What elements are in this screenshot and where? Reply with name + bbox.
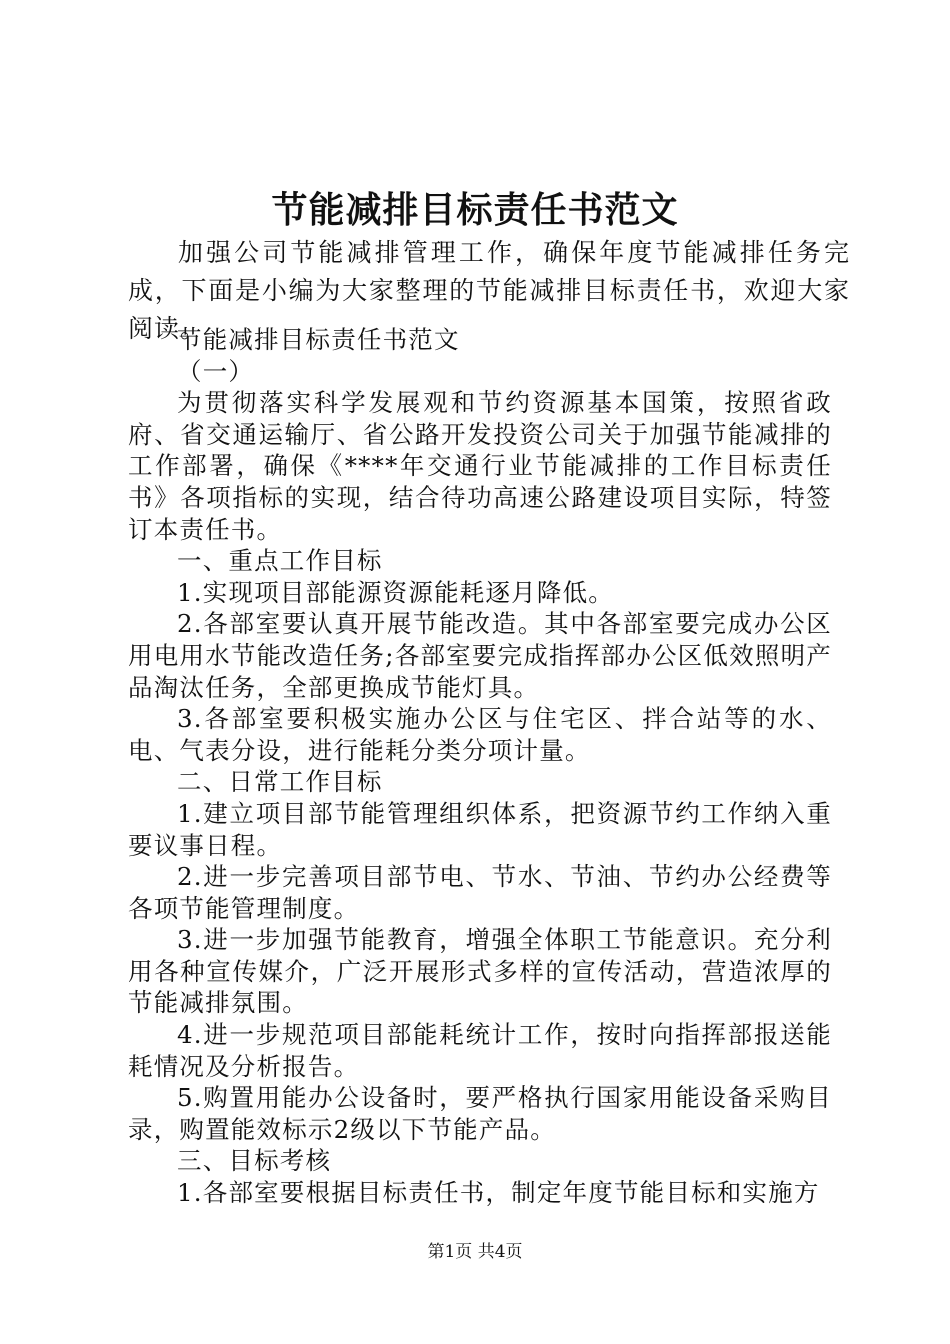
page-number-footer: 第1页 共4页 xyxy=(427,1242,523,1262)
body-paragraph: 3.各部室要积极实施办公区与住宅区、拌合站等的水、电、气表分设，进行能耗分类分项计量。 xyxy=(128,704,832,765)
body-paragraph: 1.各部室要根据目标责任书，制定年度节能目标和实施方 xyxy=(177,1178,820,1208)
body-paragraph: 节能减排目标责任书范文 xyxy=(177,325,460,354)
body-paragraph: 1.实现项目部能源资源能耗逐月降低。 xyxy=(177,577,614,607)
body-paragraph: 2.各部室要认真开展节能改造。其中各部室要完成办公区用电用水节能改造任务;各部室要完成指挥部办公区低效照明产品淘汰任务，全部更换成节能灯具。 xyxy=(128,609,832,702)
document-body xyxy=(128,324,832,1209)
section-heading: 二、日常工作目标 xyxy=(177,767,383,797)
body-paragraph: 2.进一步完善项目部节电、节水、节油、节约办公经费等各项节能管理制度。 xyxy=(128,862,832,923)
body-paragraph: 4.进一步规范项目部能耗统计工作，按时向指挥部报送能耗情况及分析报告。 xyxy=(128,1020,832,1081)
body-paragraph: 为贯彻落实科学发展观和节约资源基本国策，按照省政府、省交通运输厅、省公路开发投资公司关于加强节能减排的工作部署，确保《****年交通行业节能减排的工作目标责任书》各项指标的实现，结合待功高速公路建设项目实际，特签订本责任书。 xyxy=(128,388,832,544)
body-paragraph: 1.建立项目部节能管理组织体系，把资源节约工作纳入重要议事日程。 xyxy=(128,798,832,860)
body-paragraph: 3.进一步加强节能教育，增强全体职工节能意识。充分利用各种宣传媒介，广泛开展形式多样的宣传活动，营造浓厚的节能减排氛围。 xyxy=(128,925,832,1018)
lead-paragraph: 加强公司节能减排管理工作，确保年度节能减排任务完成，下面是小编为大家整理的节能减排目标责任书，欢迎大家阅读。 xyxy=(128,238,850,343)
section-heading: 一、重点工作目标 xyxy=(177,546,383,576)
body-paragraph: （一） xyxy=(177,356,255,386)
body-paragraph: 5.购置用能办公设备时，要严格执行国家用能设备采购目录，购置能效标示2级以下节能产品。 xyxy=(128,1083,832,1144)
section-heading: 三、目标考核 xyxy=(177,1146,332,1176)
document-title: 节能减排目标责任书范文 xyxy=(271,189,679,231)
